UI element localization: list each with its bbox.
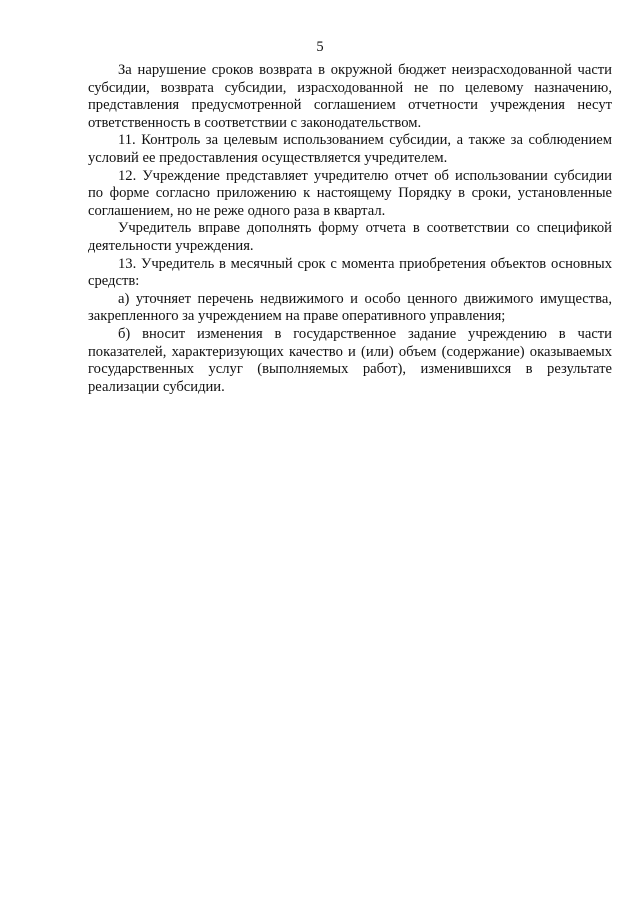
paragraph-liability: За нарушение сроков возврата в окружной бюджет неизрасходованной части субсидии, возврата субсидии, израсходованной не по целевому назначению, представления предусмотренной соглашением отчетности учреждения несут ответственность в соответствии с законодательством. [88, 62, 612, 131]
paragraph-11-control: 11. Контроль за целевым использованием субсидии, а также за соблюдением условий ее предоставления осуществляется учредителем. [88, 132, 612, 166]
document-body [88, 62, 612, 396]
paragraph-13a: а) уточняет перечень недвижимого и особо ценного движимого имущества, закрепленного за учреждением на праве оперативного управления; [88, 290, 612, 325]
page-number: 5 [316, 39, 324, 55]
paragraph-13b: б) вносит изменения в государственное задание учреждению в части показателей, характеризующих качество и (или) объем (содержание) оказываемых государственных услуг (выполняемых работ), изменившихся в результате реализации субсидии. [88, 325, 612, 395]
paragraph-12-report: 12. Учреждение представляет учредителю отчет об использовании субсидии по форме согласно приложению к настоящему Порядку в сроки, установленные соглашением, но не реже одного раза в квартал. [88, 167, 612, 219]
paragraph-13-founder: 13. Учредитель в месячный срок с момента приобретения объектов основных средств: [88, 255, 612, 290]
paragraph-report-form: Учредитель вправе дополнять форму отчета в соответствии со спецификой деятельности учреждения. [88, 220, 612, 254]
